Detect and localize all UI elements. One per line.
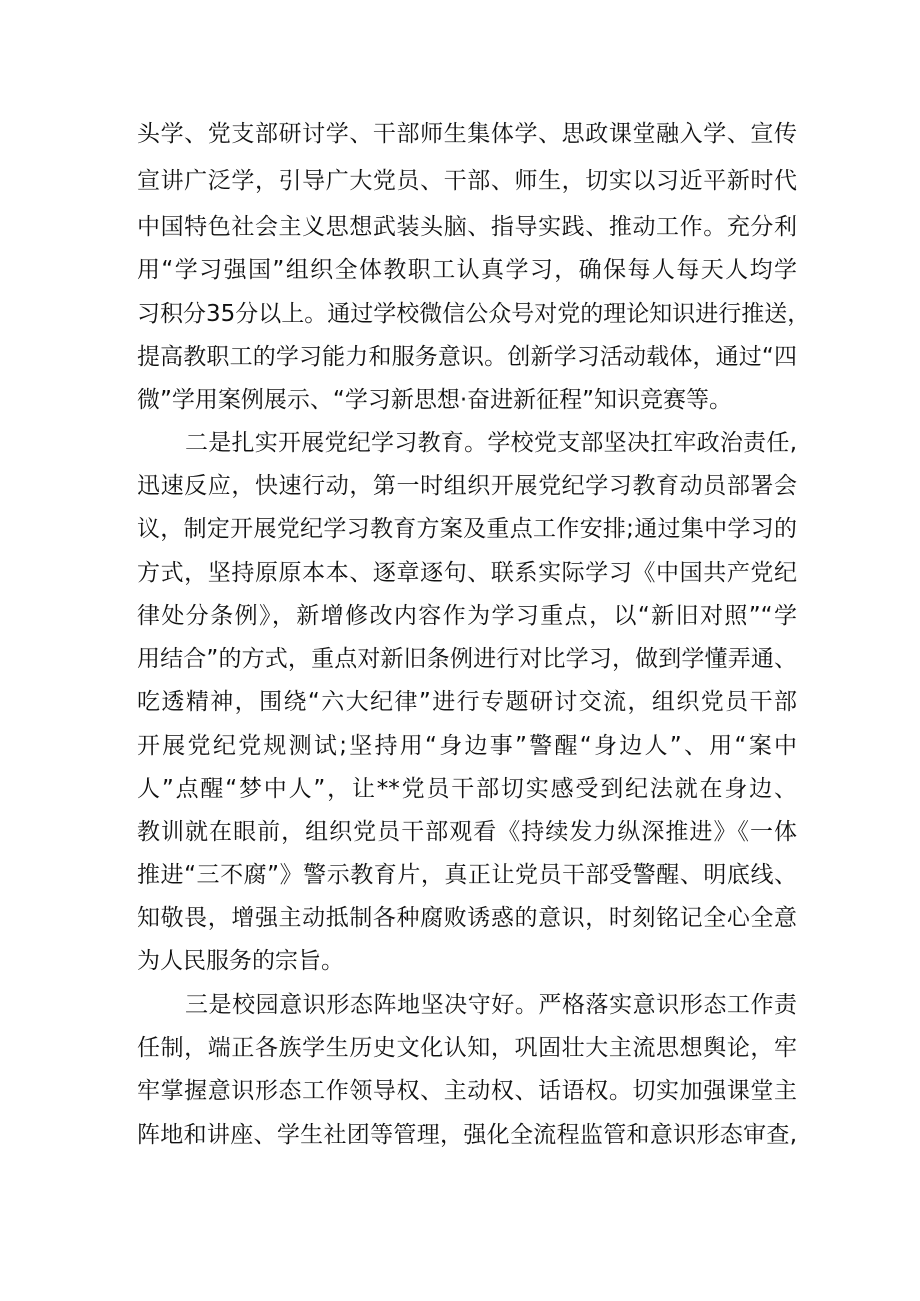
text-line: 开展党纪党规测试;坚持用“身边事”警醒“身边人”、用“案中 xyxy=(137,733,797,759)
text-line: 用“学习强国”组织全体教职工认真学习，确保每人每天人均学 xyxy=(137,257,797,283)
text-line: 律处分条例》，新增修改内容作为学习重点，以“新旧对照”“学 xyxy=(137,603,797,629)
text-line: 牢掌握意识形态工作领导权、主动权、话语权。切实加强课堂主 xyxy=(137,1078,797,1104)
text-line: 阵地和讲座、学生社团等管理，强化全流程监管和意识形态审查, xyxy=(137,1122,797,1148)
paragraph-heading-line: 二是扎实开展党纪学习教育。学校党支部坚决扛牢政治责任, xyxy=(185,430,797,456)
text-line: 教训就在眼前，组织党员干部观看《持续发力纵深推进》《一体 xyxy=(137,819,797,845)
text-line: 中国特色社会主义思想武装头脑、指导实践、推动工作。充分利 xyxy=(137,214,797,240)
text-line: 吃透精神，围绕“六大纪律”进行专题研讨交流，组织党员干部 xyxy=(137,689,797,715)
text-line: 议，制定开展党纪学习教育方案及重点工作安排;通过集中学习的 xyxy=(137,516,797,542)
text-line: 人”点醒“梦中人”，让**党员干部切实感受到纪法就在身边、 xyxy=(137,776,797,802)
text-line: 用结合”的方式，重点对新旧条例进行对比学习，做到学懂弄通、 xyxy=(137,646,797,672)
text-line: 宣讲广泛学，引导广大党员、干部、师生，切实以习近平新时代 xyxy=(137,168,797,194)
text-line: 方式，坚持原原本本、逐章逐句、联系实际学习《中国共产党纪 xyxy=(137,560,797,586)
text-line: 头学、党支部研讨学、干部师生集体学、思政课堂融入学、宣传 xyxy=(137,121,797,147)
text-line: 微”学用案例展示、“学习新思想·奋进新征程”知识竞赛等。 xyxy=(137,387,733,413)
text-line: 提高教职工的学习能力和服务意识。创新学习活动载体，通过“四 xyxy=(137,344,797,370)
text-line: 为人民服务的宗旨。 xyxy=(137,948,344,974)
text-line: 任制，端正各族学生历史文化认知，巩固壮大主流思想舆论，牢 xyxy=(137,1035,797,1061)
text-line: 迅速反应，快速行动，第一时组织开展党纪学习教育动员部署会 xyxy=(137,473,797,499)
text-line: 习积分35分以上。通过学校微信公众号对党的理论知识进行推送， xyxy=(137,301,811,327)
text-line: 推进“三不腐”》警示教育片，真正让党员干部受警醒、明底线、 xyxy=(137,862,797,888)
paragraph-heading-line: 三是校园意识形态阵地坚决守好。严格落实意识形态工作责 xyxy=(185,992,797,1018)
text-line: 知敬畏，增强主动抵制各种腐败诱惑的意识，时刻铭记全心全意 xyxy=(137,905,797,931)
